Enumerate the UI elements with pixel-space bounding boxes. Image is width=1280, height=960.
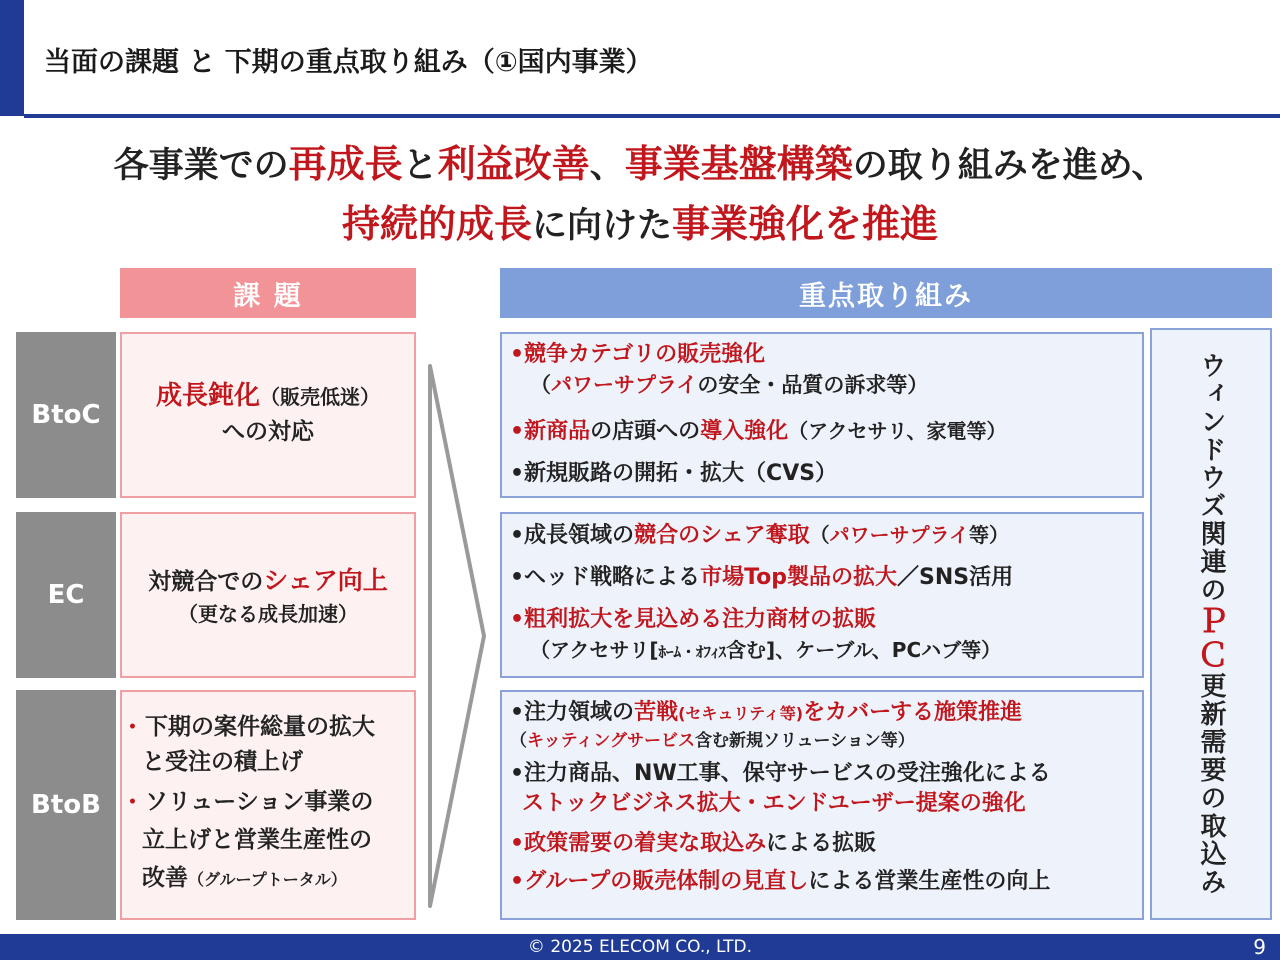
chevron-arrow-icon	[426, 356, 490, 916]
headline-l1-segment-3: 利益改善	[437, 142, 590, 186]
headline-l1-segment-0: 各事業での	[113, 146, 289, 186]
action-btob-r4: ストックビジネス拡大・エンドユーザー提案の強化	[522, 791, 1026, 816]
action-btob-r6: •グループの販売体制の見直しによる営業生産性の向上	[510, 869, 1051, 894]
issue-btoc-note: （販売低迷）	[260, 385, 380, 409]
page-number: 9	[1253, 935, 1266, 959]
slide-footer	[0, 934, 1280, 960]
issue-ec-line2: （更なる成長加速）	[178, 602, 358, 626]
issue-box-btob	[120, 690, 416, 920]
action-btob-r5: •政策需要の着実な取込みによる拡販	[510, 831, 877, 856]
headline-l2-segment-1: に向けた	[531, 206, 672, 246]
headline-l1-segment-2: と	[402, 146, 438, 186]
header-divider	[24, 114, 1280, 118]
action-ec-r2: •ヘッド戦略による市場Top製品の拡大／SNS活用	[510, 565, 1014, 590]
issue-btob-b2-note: （グループトータル）	[188, 870, 347, 889]
headline-line-1	[0, 136, 1280, 194]
action-ec-r3: •粗利拡大を見込める注力商材の拡販	[510, 607, 877, 632]
action-box-ec	[500, 512, 1144, 678]
issue-btoc-highlight: 成長鈍化	[155, 381, 260, 411]
issues-column-header: 課 題	[120, 268, 416, 318]
issue-btoc-line2: への対応	[222, 419, 314, 445]
headline-l1-segment-1: 再成長	[288, 142, 403, 186]
issue-btob-b1-l1: 下期の案件総量の拡大	[144, 714, 375, 740]
headline-l1-segment-5: 事業基盤構築	[624, 142, 853, 186]
action-ec-r1: •成長領域の競合のシェア奪取（パワーサプライ等）	[510, 523, 1010, 548]
headline-line-2	[0, 194, 1280, 256]
issue-btob-bullet-1: • 下期の案件総量の拡大	[128, 714, 375, 740]
issue-box-btoc	[120, 332, 416, 498]
header-accent-bar	[0, 0, 24, 116]
issue-btob-b2-l2: 立上げと営業生産性の	[142, 827, 372, 853]
issue-btob-bullet-2: • ソリューション事業の	[128, 788, 374, 815]
action-ec-r4: （アクセサリ[ﾎｰﾑ・ｵﾌｨｽ含む]、ケーブル、PCハブ等）	[530, 638, 1002, 662]
actions-column-header: 重点取り組み	[500, 268, 1272, 318]
action-btoc-r1: •競争カテゴリの販売強化	[510, 342, 766, 367]
action-btoc-r4: •新規販路の開拓・拡大（CVS）	[510, 461, 838, 486]
issue-ec-highlight: シェア向上	[263, 566, 388, 595]
slide-title: 当面の課題 と 下期の重点取り組み（①国内事業）	[44, 47, 653, 78]
pc-renewal-text: ウィンドウズ関連のＰＣ更新需要の取込み	[1192, 352, 1230, 896]
headline	[0, 136, 1280, 256]
segment-label-btoc: BtoC	[16, 332, 116, 498]
issue-box-ec	[120, 512, 416, 678]
action-box-btoc	[500, 332, 1144, 498]
action-btob-r1: •注力領域の苦戦(セキュリティ等)をカバーする施策推進	[510, 700, 1023, 725]
slide-header	[0, 0, 1280, 116]
segment-label-ec: EC	[16, 512, 116, 678]
pc-renewal-box	[1150, 328, 1272, 920]
action-btob-r3: •注力商品、NW工事、保守サービスの受注強化による	[510, 761, 1051, 786]
issue-btob-b1-l2: と受注の積上げ	[142, 748, 303, 775]
action-btoc-r3: •新商品の店頭への導入強化（アクセサリ、家電等）	[510, 419, 1007, 444]
issue-btob-b2-l1: ソリューション事業の	[144, 788, 374, 815]
issue-btob-b2-l3: 改善	[142, 865, 188, 891]
issue-ec-plain: 対競合での	[148, 569, 264, 595]
headline-l2-segment-0: 持続的成長	[341, 202, 532, 246]
action-btob-r2: （キッティングサービス含む新規ソリューション等）	[510, 731, 915, 751]
copyright: © 2025 ELECOM CO., LTD.	[527, 937, 753, 957]
headline-l1-segment-4: 、	[589, 146, 625, 186]
segment-label-btob: BtoB	[16, 690, 116, 920]
headline-l1-segment-6: の取り組みを進め、	[852, 146, 1167, 186]
action-box-btob	[500, 690, 1144, 920]
headline-l2-segment-2: 事業強化を推進	[672, 202, 939, 246]
action-btoc-r2: （パワーサプライの安全・品質の訴求等）	[530, 373, 929, 397]
